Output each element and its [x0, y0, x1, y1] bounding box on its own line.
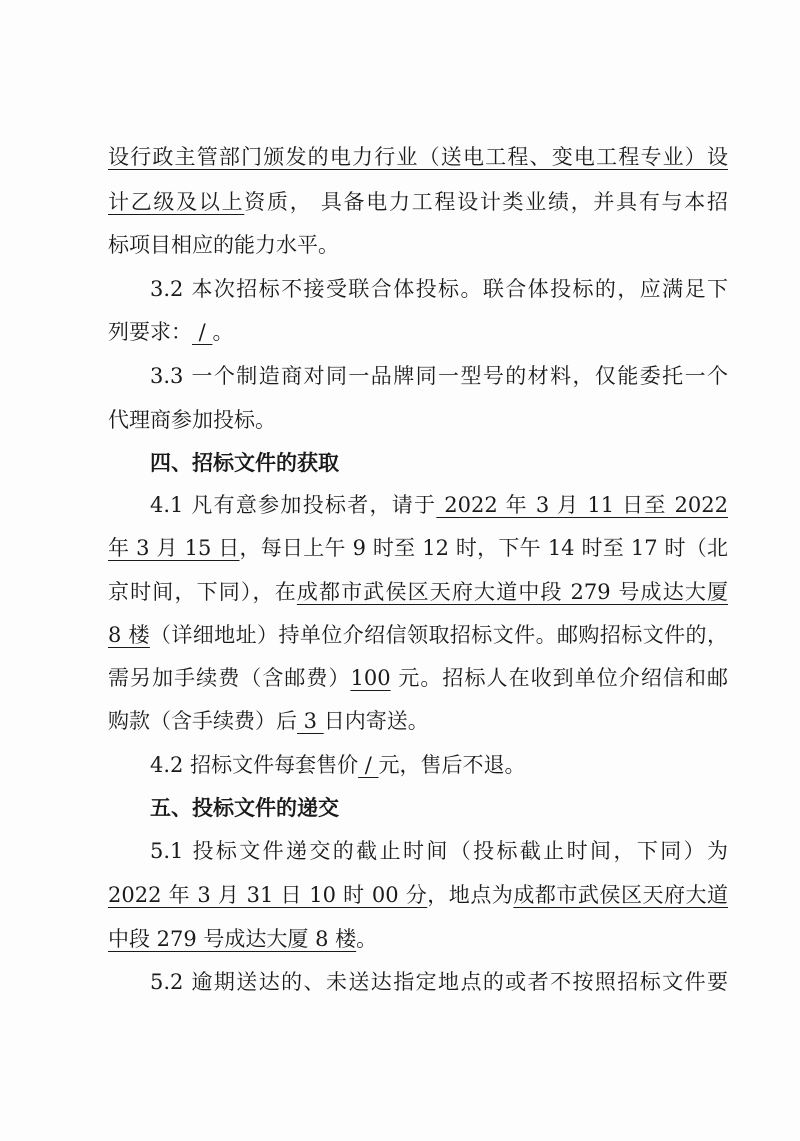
- text-segment: 元。招标人在收到单位介绍信和邮: [390, 666, 728, 690]
- text-segment: 。: [356, 927, 378, 951]
- text-segment: （详细地址）持单位介绍信领取招标文件。邮购招标文件的，: [149, 623, 728, 647]
- paragraph-line: [108, 924, 728, 954]
- section-heading: [150, 448, 728, 478]
- paragraph-line: [108, 187, 728, 217]
- text-segment: 4.1 凡有意参加投标者，请于: [150, 493, 437, 517]
- paragraph-line: [108, 533, 728, 563]
- underlined-text: 计乙级及以上: [108, 190, 245, 214]
- paragraph-line: [108, 706, 728, 736]
- paragraph-line: [108, 405, 728, 435]
- paragraph-line: [150, 490, 728, 520]
- underlined-text: 2022 年 3 月 11 日至 2022: [436, 493, 728, 517]
- paragraph-line: [150, 836, 728, 866]
- paragraph-line: [150, 274, 728, 304]
- text-segment: 京时间，下同），在: [108, 580, 297, 604]
- paragraph-line: [108, 663, 728, 693]
- paragraph-line: [108, 620, 728, 650]
- text-segment: ，地点为: [427, 883, 514, 907]
- text-segment: 列要求：: [108, 320, 192, 344]
- text-segment: ，每日上午 9 时至 12 时，下午 14 时至 17 时（北: [239, 536, 728, 560]
- underlined-text: 100: [350, 666, 391, 690]
- text-segment: 需另加手续费（含邮费）: [108, 666, 351, 690]
- paragraph-line: [150, 967, 728, 997]
- underlined-text: 3: [297, 709, 324, 733]
- text-segment: 购款（含手续费）后: [108, 709, 297, 733]
- text-segment: 日内寄送。: [323, 709, 429, 733]
- paragraph-line: [108, 230, 728, 260]
- paragraph-line: [108, 317, 728, 347]
- underlined-text: 2022 年 3 月 31 日 10 时 00 分: [108, 883, 428, 907]
- underlined-text: 年 3 月 15 日: [108, 536, 240, 560]
- underlined-text: 8 楼: [108, 623, 150, 647]
- text-segment: 标项目相应的能力水平。: [108, 233, 339, 257]
- underlined-text: 成都市武侯区天府大道中段 279 号成达大厦: [296, 580, 728, 604]
- underlined-text: /: [192, 320, 213, 344]
- underlined-text: /: [358, 753, 379, 777]
- paragraph-line: [108, 142, 728, 172]
- text-segment: 3.2 本次招标不接受联合体投标。联合体投标的，应满足下: [150, 277, 728, 301]
- text-segment: 。: [212, 320, 234, 344]
- text-segment: 4.2 招标文件每套售价: [150, 753, 359, 777]
- paragraph-line: [108, 880, 728, 910]
- text-segment: 五、投标文件的递交: [150, 796, 339, 820]
- paragraph-line: [108, 577, 728, 607]
- text-segment: 资质， 具备电力工程设计类业绩，并具有与本招: [244, 190, 728, 214]
- text-segment: 3.3 一个制造商对同一品牌同一型号的材料，仅能委托一个: [150, 364, 728, 388]
- section-heading: [150, 793, 728, 823]
- underlined-text: 中段 279 号成达大厦 8 楼: [108, 927, 357, 951]
- paragraph-line: [150, 361, 728, 391]
- underlined-text: 成都市武侯区天府大道: [513, 883, 729, 907]
- text-segment: 四、招标文件的获取: [150, 451, 339, 475]
- paragraph-line: [150, 750, 728, 780]
- text-segment: 5.1 投标文件递交的截止时间（投标截止时间，下同）为: [150, 839, 728, 863]
- text-segment: 元，售后不退。: [378, 753, 526, 777]
- text-segment: 5.2 逾期送达的、未送达指定地点的或者不按照招标文件要: [150, 970, 728, 994]
- text-segment: 代理商参加投标。: [108, 408, 276, 432]
- underlined-text: 设行政主管部门颁发的电力行业（送电工程、变电工程专业）设: [108, 145, 728, 169]
